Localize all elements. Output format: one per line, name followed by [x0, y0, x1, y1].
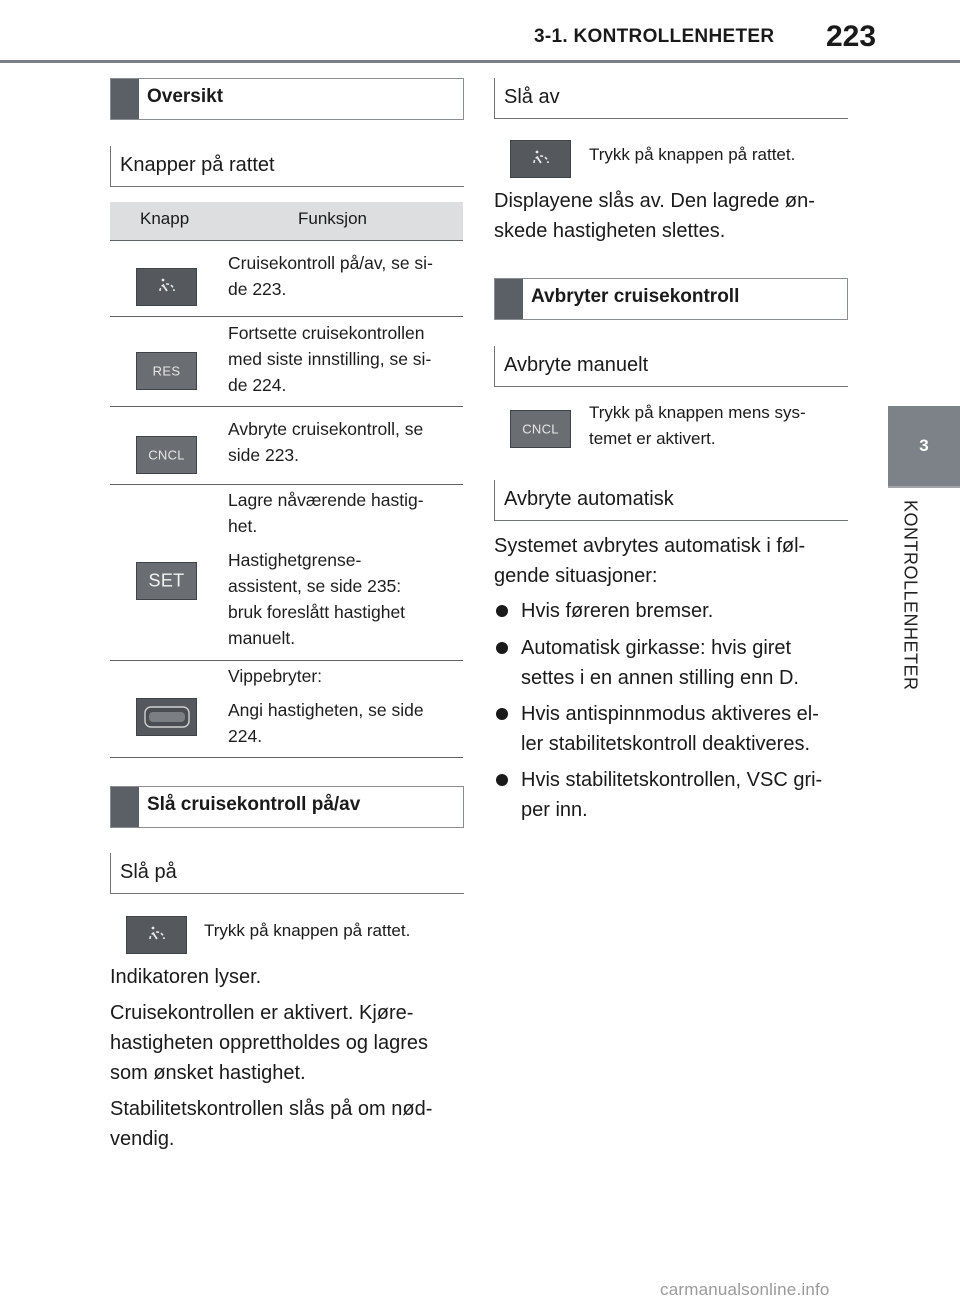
- row-divider: [110, 757, 463, 758]
- header-rule: [0, 60, 960, 63]
- list-item-line: Automatisk girkasse: hvis giret: [521, 637, 792, 659]
- subheading-text: Slå av: [504, 86, 560, 108]
- cell-text: Angi hastigheten, se side: [228, 700, 424, 720]
- key-label: CNCL: [148, 447, 185, 463]
- cell-text: bruk foreslått hastighet: [228, 602, 406, 622]
- body-text: [494, 186, 815, 246]
- paragraph: hastigheten opprettholdes og lagres: [110, 1032, 429, 1054]
- list-item-line: Hvis antispinnmodus aktiveres el-: [521, 703, 819, 725]
- subheading-knapper: [110, 146, 464, 187]
- instruction-line: temet er aktivert.: [589, 429, 716, 448]
- subheading-sla-av: [494, 78, 848, 119]
- instruction-text: Trykk på knappen på rattet.: [204, 921, 411, 940]
- cell-text: de 223.: [228, 279, 287, 299]
- subheading-manuelt: [494, 346, 848, 387]
- list-item: [496, 633, 846, 693]
- bullet-icon: [496, 642, 508, 654]
- bullet-icon: [496, 774, 508, 786]
- cncl-key: [136, 436, 197, 474]
- list-item-line: per inn.: [521, 799, 588, 821]
- cell-text: Avbryte cruisekontroll, se: [228, 419, 424, 439]
- column-header-knapp: Knapp: [140, 209, 190, 228]
- cell-text: 224.: [228, 726, 263, 746]
- cruise-control-key: [126, 916, 187, 954]
- key-label: RES: [152, 363, 181, 379]
- subheading-sla-pa: [110, 853, 464, 894]
- cell-text: assistent, se side 235:: [228, 576, 402, 596]
- cell-text: het.: [228, 516, 258, 536]
- running-header-title: 3-1. KONTROLLENHETER: [534, 26, 775, 47]
- chapter-side-title-text: KONTROLLENHETER: [900, 500, 921, 691]
- instruction-text: [589, 400, 806, 452]
- table-header: [110, 202, 463, 241]
- row-divider: [110, 484, 463, 485]
- watermark[interactable]: carmanualsonline.info: [660, 1280, 830, 1299]
- rocker-switch-key: [136, 698, 197, 736]
- table-row: [228, 416, 423, 468]
- paragraph: Systemet avbrytes automatisk i føl-: [494, 535, 806, 557]
- paragraph: skede hastigheten slettes.: [494, 220, 726, 242]
- table-row: [228, 663, 424, 749]
- list-item: [496, 699, 846, 759]
- key-label: SET: [148, 570, 185, 591]
- list-item-text: [521, 699, 819, 759]
- section-heading-oversikt: [110, 78, 464, 120]
- row-divider: [110, 406, 463, 407]
- list-item: [496, 765, 846, 825]
- table-row: [228, 250, 433, 302]
- paragraph: Cruisekontrollen er aktivert. Kjøre-: [110, 1002, 414, 1024]
- cell-text: Fortsette cruisekontrollen: [228, 323, 425, 343]
- section-bar: [111, 787, 139, 827]
- cell-text: med siste innstilling, se si-: [228, 349, 432, 369]
- cell-text: de 224.: [228, 375, 287, 395]
- paragraph: vendig.: [110, 1128, 175, 1150]
- subheading-text: Avbryte manuelt: [504, 354, 649, 376]
- bullet-icon: [496, 605, 508, 617]
- subheading-text: Avbryte automatisk: [504, 488, 674, 510]
- res-key: [136, 352, 197, 390]
- cell-text: Cruisekontroll på/av, se si-: [228, 253, 433, 273]
- chapter-side-title: [895, 500, 925, 760]
- chapter-tab-divider: [888, 486, 960, 488]
- paragraph: som ønsket hastighet.: [110, 1062, 306, 1084]
- paragraph: Stabilitetskontrollen slås på om nød-: [110, 1098, 433, 1120]
- section-bar: [495, 279, 523, 319]
- body-text: [110, 962, 432, 1154]
- instruction-line: Trykk på knappen mens sys-: [589, 403, 806, 422]
- row-divider: [110, 316, 463, 317]
- speedometer-icon: [156, 277, 178, 297]
- list-item-text: [521, 633, 799, 693]
- bullet-icon: [496, 708, 508, 720]
- cell-text: Hastighetgrense-: [228, 550, 362, 570]
- cell-text: side 223.: [228, 445, 300, 465]
- cell-text: Vippebryter:: [228, 666, 323, 686]
- section-heading-avbryter: [494, 278, 848, 320]
- cell-text: Lagre nåværende hastig-: [228, 490, 424, 510]
- subheading-text: Slå på: [120, 861, 177, 883]
- paragraph: Displayene slås av. Den lagrede øn-: [494, 190, 815, 212]
- chapter-tab[interactable]: 3: [888, 406, 960, 486]
- speedometer-icon: [530, 149, 552, 169]
- cell-text: manuelt.: [228, 628, 296, 648]
- list-item-text: [521, 765, 822, 825]
- section-heading-sla-cruise: [110, 786, 464, 828]
- body-text: [494, 531, 805, 591]
- page-number: 223: [826, 20, 877, 53]
- cruise-control-key: [136, 268, 197, 306]
- list-item-text: Hvis føreren bremser.: [521, 600, 714, 622]
- instruction-text: Trykk på knappen på rattet.: [589, 145, 796, 164]
- list-item-line: settes i en annen stilling enn D.: [521, 667, 799, 689]
- paragraph: Indikatoren lyser.: [110, 966, 262, 988]
- paragraph: gende situasjoner:: [494, 565, 658, 587]
- cruise-control-key: [510, 140, 571, 178]
- key-label: CNCL: [522, 421, 559, 437]
- subheading-text: Knapper på rattet: [120, 154, 275, 176]
- subheading-automatisk: [494, 480, 848, 521]
- section-heading-text: Oversikt: [147, 86, 224, 107]
- row-divider: [110, 660, 463, 661]
- table-row: [228, 320, 431, 398]
- section-bar: [111, 79, 139, 119]
- speedometer-icon: [146, 925, 168, 945]
- rocker-switch-icon: [143, 704, 191, 730]
- section-heading-text: Slå cruisekontroll på/av: [147, 794, 361, 815]
- set-key: [136, 562, 197, 600]
- list-item-line: Hvis stabilitetskontrollen, VSC gri-: [521, 769, 823, 791]
- list-item: [496, 596, 846, 626]
- list-item-line: ler stabilitetskontroll deaktiveres.: [521, 733, 811, 755]
- cncl-key: [510, 410, 571, 448]
- table-row: [228, 487, 424, 651]
- section-heading-text: Avbryter cruisekontroll: [531, 286, 740, 307]
- column-header-funksjon: Funksjon: [298, 209, 367, 228]
